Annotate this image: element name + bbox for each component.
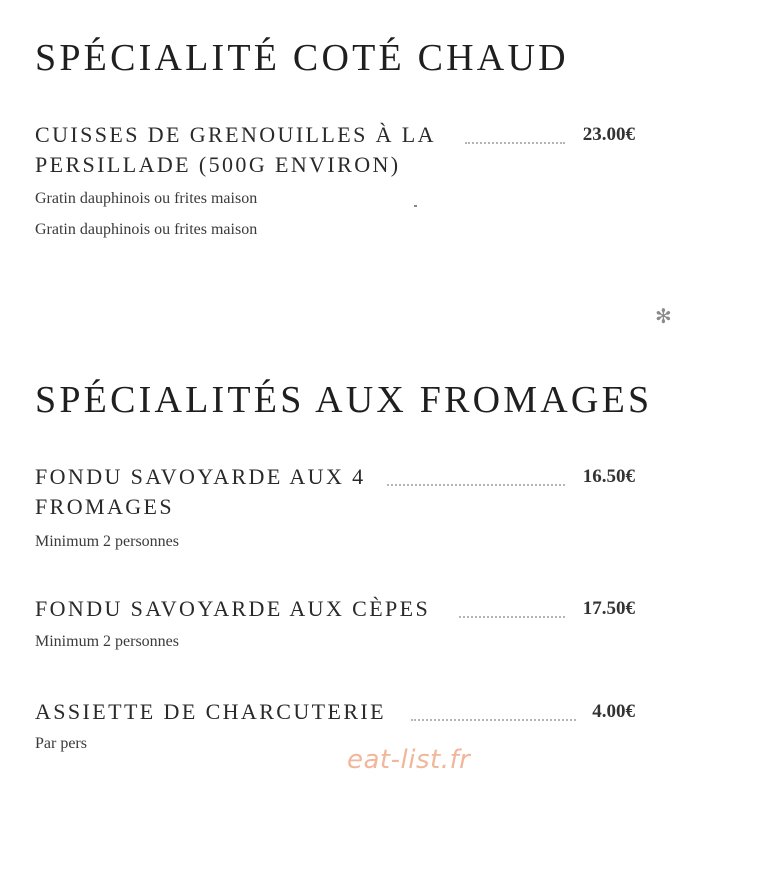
menu-item-description: Minimum 2 personnes [35,533,179,550]
menu-item-price: 23.00€ [582,124,635,145]
menu-item-header [35,697,635,727]
dotted-leader [411,719,576,721]
section-title-cheese: SPÉCIALITÉS AUX FROMAGES [35,379,653,421]
menu-item-name-line2: PERSILLADE (500G ENVIRON) [35,152,401,177]
menu-item-fondue-4-cheeses [35,462,635,522]
menu-item-name-line2: FROMAGES [35,494,175,519]
menu-item-charcuterie [35,697,635,727]
asterisk-icon: ✻ [655,304,672,328]
menu-item-price: 16.50€ [582,466,635,487]
menu-item-description: Par pers [35,735,87,752]
menu-item-header [35,594,635,624]
menu-item-name-line1: ASSIETTE DE CHARCUTERIE [35,699,386,724]
menu-item-price: 4.00€ [592,701,635,722]
menu-item-description: Gratin dauphinois ou frites maison [35,221,258,238]
menu-item-fondue-cepes [35,594,635,624]
menu-item-frog-legs [35,120,635,180]
dotted-leader [465,142,565,144]
dotted-leader [459,616,565,618]
menu-item-header [35,462,635,492]
menu-item-name-line1: FONDU SAVOYARDE AUX 4 [35,464,366,489]
menu-item-price: 17.50€ [582,598,635,619]
menu-item-name-line1: FONDU SAVOYARDE AUX CÈPES [35,596,431,621]
menu-item-name-line1: CUISSES DE GRENOUILLES À LA [35,122,436,147]
watermark-text: eat-list.fr [347,745,471,775]
section-title-hot: SPÉCIALITÉ COTÉ CHAUD [35,37,569,79]
stray-mark [414,205,417,207]
menu-item-header [35,120,635,150]
dotted-leader [387,484,565,486]
menu-item-description: Minimum 2 personnes [35,633,179,650]
menu-item-description: Gratin dauphinois ou frites maison [35,190,258,207]
